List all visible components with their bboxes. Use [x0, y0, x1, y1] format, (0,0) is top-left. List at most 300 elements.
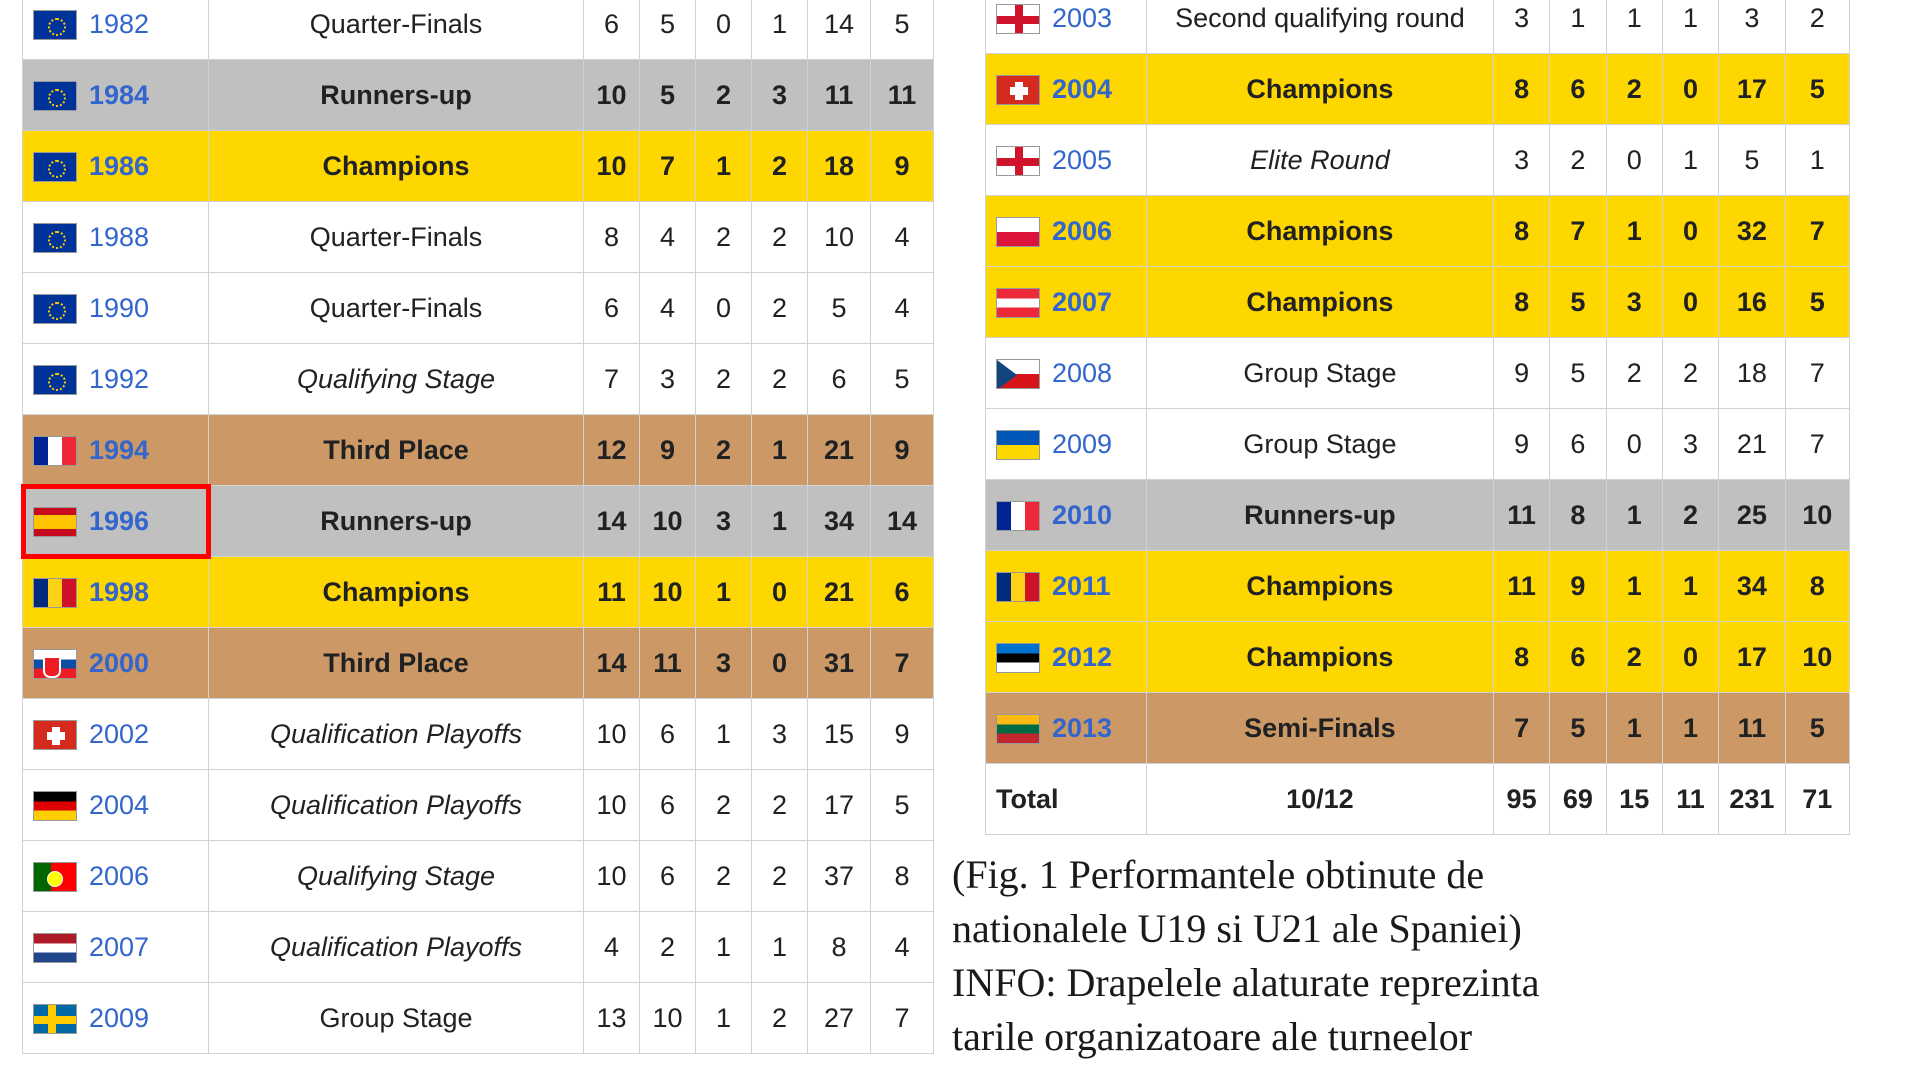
- u21-performance-table: [985, 0, 1850, 835]
- table-row: [986, 551, 1850, 622]
- year-cell: [23, 557, 209, 628]
- stat-cell-gf: 17: [1719, 54, 1785, 125]
- stat-cell-l: 3: [752, 60, 808, 131]
- year-link[interactable]: 2000: [89, 648, 150, 679]
- year-cell: [986, 125, 1147, 196]
- stat-cell-d: 2: [696, 770, 752, 841]
- stat-cell-l: 0: [1662, 622, 1718, 693]
- stat-cell-w: 6: [1550, 54, 1606, 125]
- result-cell: [209, 983, 584, 1054]
- stat-cell-pld: 11: [1493, 480, 1549, 551]
- stat-cell-d: 2: [696, 415, 752, 486]
- caption-line-1: (Fig. 1 Performantele obtinute de: [952, 852, 1485, 897]
- stat-cell-ga: 8: [871, 841, 934, 912]
- year-cell: [986, 693, 1147, 764]
- stat-cell-l: 1: [1662, 693, 1718, 764]
- caption-line-3: INFO: Drapelele alaturate reprezinta: [952, 960, 1540, 1005]
- stat-cell-gf: 21: [808, 415, 871, 486]
- stat-cell-l: 2: [752, 983, 808, 1054]
- result-cell: [209, 415, 584, 486]
- year-cell: [23, 344, 209, 415]
- stat-cell-d: 1: [696, 131, 752, 202]
- stat-cell-pld: 14: [584, 628, 640, 699]
- table-row: [23, 131, 934, 202]
- stat-cell-ga: 10: [1785, 480, 1849, 551]
- result-cell: [209, 557, 584, 628]
- stat-cell-w: 2: [1550, 125, 1606, 196]
- result-label: Champions: [1246, 570, 1394, 601]
- stat-cell-d: 0: [696, 0, 752, 60]
- stat-cell-pld: 8: [1493, 196, 1549, 267]
- year-cell: [986, 551, 1147, 622]
- result-cell: [1146, 480, 1493, 551]
- year-link[interactable]: 2004: [89, 790, 150, 821]
- stat-cell-ga: 9: [871, 415, 934, 486]
- stat-cell-l: 1: [1662, 0, 1718, 54]
- stat-cell-w: 10: [640, 557, 696, 628]
- stat-cell-ga: 7: [1785, 338, 1849, 409]
- host-country-flag-icon: [996, 643, 1040, 673]
- stat-cell-d: 2: [696, 344, 752, 415]
- year-link[interactable]: 1986: [89, 151, 150, 182]
- stat-cell-d: 1: [1606, 693, 1662, 764]
- result-cell: [1146, 338, 1493, 409]
- host-country-flag-icon: [996, 146, 1040, 176]
- stat-cell-ga: 11: [871, 60, 934, 131]
- stat-cell-gf: 5: [1719, 125, 1785, 196]
- stat-cell-pld: 8: [584, 202, 640, 273]
- stat-cell-ga: 4: [871, 273, 934, 344]
- stat-cell-l: 2: [752, 344, 808, 415]
- stat-cell-gf: 18: [1719, 338, 1785, 409]
- stat-cell-l: 3: [752, 699, 808, 770]
- year-cell: [986, 338, 1147, 409]
- host-country-flag-icon: [33, 1004, 77, 1034]
- year-cell: [23, 770, 209, 841]
- table-row: [23, 628, 934, 699]
- result-cell: [1146, 622, 1493, 693]
- stat-cell-d: 0: [696, 273, 752, 344]
- stat-cell-d: 2: [696, 841, 752, 912]
- stat-cell-pld: 3: [1493, 125, 1549, 196]
- stat-cell-l: 2: [1662, 480, 1718, 551]
- stat-cell-l: 0: [752, 628, 808, 699]
- stat-cell-w: 5: [1550, 267, 1606, 338]
- host-country-flag-icon: [996, 430, 1040, 460]
- stat-cell-l: 0: [1662, 267, 1718, 338]
- stat-cell-ga: 6: [871, 557, 934, 628]
- result-label: Third Place: [323, 647, 469, 678]
- result-cell: [1146, 409, 1493, 480]
- stat-cell-gf: 8: [808, 912, 871, 983]
- result-label: Champions: [1246, 286, 1394, 317]
- stat-cell-w: 10: [640, 983, 696, 1054]
- stat-cell-pld: 8: [1493, 54, 1549, 125]
- stat-cell-gf: 32: [1719, 196, 1785, 267]
- year-cell: [986, 764, 1147, 835]
- host-country-flag-icon: [33, 862, 77, 892]
- stat-cell-pld: 8: [1493, 267, 1549, 338]
- stat-cell-w: 6: [1550, 409, 1606, 480]
- stat-cell-gf: 37: [808, 841, 871, 912]
- stat-cell-pld: 8: [1493, 622, 1549, 693]
- total-label: Total: [996, 783, 1059, 814]
- table-row: [986, 693, 1850, 764]
- year-link[interactable]: 2007: [1052, 287, 1113, 318]
- stat-cell-l: 1: [752, 415, 808, 486]
- stat-cell-l: 3: [1662, 409, 1718, 480]
- result-label: Qualification Playoffs: [269, 718, 523, 749]
- host-country-flag-icon: [996, 359, 1040, 389]
- stat-cell-pld: 11: [584, 557, 640, 628]
- stat-cell-w: 6: [640, 770, 696, 841]
- host-country-flag-icon: [996, 4, 1040, 34]
- stat-cell-l: 1: [752, 0, 808, 60]
- u21-table-body: [986, 0, 1850, 835]
- year-cell: [986, 54, 1147, 125]
- stat-cell-ga: 2: [1785, 0, 1849, 54]
- stat-cell-gf: 21: [1719, 409, 1785, 480]
- year-link[interactable]: 2005: [1052, 145, 1113, 176]
- stat-cell-d: 3: [696, 486, 752, 557]
- year-link[interactable]: 2009: [89, 1003, 150, 1034]
- stat-cell-gf: 5: [808, 273, 871, 344]
- year-cell: [23, 628, 209, 699]
- table-row: [986, 0, 1850, 54]
- stat-cell-ga: 7: [1785, 196, 1849, 267]
- stat-cell-pld: 10: [584, 770, 640, 841]
- stat-cell-d: 1: [696, 912, 752, 983]
- result-label: Champions: [322, 150, 470, 181]
- year-link[interactable]: 1988: [89, 222, 150, 253]
- year-cell: [986, 0, 1147, 54]
- stat-cell-w: 7: [640, 131, 696, 202]
- stat-cell-pld: 7: [1493, 693, 1549, 764]
- result-cell: [209, 486, 584, 557]
- result-cell: [209, 912, 584, 983]
- result-label: Runners-up: [320, 505, 472, 536]
- stat-cell-gf: 27: [808, 983, 871, 1054]
- table-row: [23, 841, 934, 912]
- stat-cell-w: 7: [1550, 196, 1606, 267]
- stat-cell-gf: 231: [1719, 764, 1785, 835]
- stat-cell-l: 1: [1662, 551, 1718, 622]
- host-country-flag-icon: [33, 223, 77, 253]
- stat-cell-pld: 9: [1493, 338, 1549, 409]
- year-link[interactable]: 2004: [1052, 74, 1113, 105]
- result-cell: [1146, 764, 1493, 835]
- year-cell: [23, 0, 209, 60]
- stat-cell-d: 1: [1606, 0, 1662, 54]
- stat-cell-ga: 10: [1785, 622, 1849, 693]
- stat-cell-ga: 7: [871, 628, 934, 699]
- year-cell: [23, 415, 209, 486]
- host-country-flag-icon: [33, 436, 77, 466]
- stat-cell-pld: 4: [584, 912, 640, 983]
- stat-cell-l: 1: [1662, 125, 1718, 196]
- result-cell: [209, 273, 584, 344]
- stat-cell-ga: 5: [1785, 693, 1849, 764]
- stat-cell-pld: 6: [584, 0, 640, 60]
- year-cell: [23, 60, 209, 131]
- table-row: [986, 267, 1850, 338]
- year-link[interactable]: 2006: [89, 861, 150, 892]
- year-link[interactable]: 2013: [1052, 713, 1113, 744]
- host-country-flag-icon: [33, 152, 77, 182]
- result-label: Semi-Finals: [1244, 712, 1396, 743]
- year-link[interactable]: 2011: [1052, 571, 1111, 602]
- result-label: Group Stage: [319, 1002, 473, 1033]
- result-cell: [1146, 54, 1493, 125]
- host-country-flag-icon: [33, 10, 77, 40]
- result-cell: [209, 699, 584, 770]
- stat-cell-w: 6: [1550, 622, 1606, 693]
- stat-cell-ga: 9: [871, 699, 934, 770]
- table-row: [23, 60, 934, 131]
- result-cell: [209, 202, 584, 273]
- host-country-flag-icon: [996, 501, 1040, 531]
- table-row: [23, 770, 934, 841]
- result-label: Group Stage: [1243, 428, 1397, 459]
- stat-cell-l: 2: [752, 202, 808, 273]
- host-country-flag-icon: [33, 933, 77, 963]
- stat-cell-d: 2: [1606, 622, 1662, 693]
- year-link[interactable]: 2010: [1052, 500, 1113, 531]
- stat-cell-d: 3: [696, 628, 752, 699]
- host-country-flag-icon: [996, 714, 1040, 744]
- stat-cell-ga: 5: [871, 770, 934, 841]
- stat-cell-gf: 6: [808, 344, 871, 415]
- u19-performance-table: [22, 0, 934, 1054]
- stat-cell-pld: 10: [584, 131, 640, 202]
- year-link[interactable]: 2008: [1052, 358, 1113, 389]
- stat-cell-l: 1: [752, 912, 808, 983]
- stat-cell-w: 10: [640, 486, 696, 557]
- stat-cell-l: 0: [752, 557, 808, 628]
- stat-cell-l: 0: [1662, 54, 1718, 125]
- stat-cell-ga: 5: [1785, 267, 1849, 338]
- year-cell: [23, 699, 209, 770]
- result-label: Runners-up: [320, 79, 472, 110]
- stat-cell-l: 1: [752, 486, 808, 557]
- result-cell: [1146, 125, 1493, 196]
- result-label: Group Stage: [1243, 357, 1397, 388]
- result-cell: [209, 131, 584, 202]
- stat-cell-d: 0: [1606, 125, 1662, 196]
- year-cell: [23, 983, 209, 1054]
- table-row: [986, 480, 1850, 551]
- stat-cell-gf: 11: [1719, 693, 1785, 764]
- stat-cell-l: 2: [752, 841, 808, 912]
- stat-cell-d: 2: [1606, 338, 1662, 409]
- stat-cell-pld: 14: [584, 486, 640, 557]
- table-row: [23, 699, 934, 770]
- year-cell: [986, 267, 1147, 338]
- table-row: [23, 273, 934, 344]
- year-link[interactable]: 2006: [1052, 216, 1113, 247]
- result-label: Champions: [1246, 73, 1394, 104]
- year-cell: [23, 486, 209, 557]
- result-label: 10/12: [1286, 783, 1354, 814]
- year-link[interactable]: 1990: [89, 293, 150, 324]
- stat-cell-ga: 9: [871, 131, 934, 202]
- host-country-flag-icon: [33, 649, 77, 679]
- stat-cell-w: 11: [640, 628, 696, 699]
- result-label: Quarter-Finals: [309, 221, 483, 252]
- caption-line-2: nationalele U19 si U21 ale Spaniei): [952, 906, 1522, 951]
- stat-cell-w: 6: [640, 841, 696, 912]
- stat-cell-gf: 18: [808, 131, 871, 202]
- stat-cell-w: 5: [640, 60, 696, 131]
- year-link[interactable]: 2002: [89, 719, 150, 750]
- year-link[interactable]: 1996: [89, 506, 150, 537]
- u19-table-body: [23, 0, 934, 1054]
- year-link[interactable]: 2009: [1052, 429, 1113, 460]
- host-country-flag-icon: [996, 572, 1040, 602]
- stat-cell-ga: 5: [871, 0, 934, 60]
- host-country-flag-icon: [996, 217, 1040, 247]
- year-cell: [986, 409, 1147, 480]
- stat-cell-ga: 4: [871, 202, 934, 273]
- stat-cell-l: 2: [752, 770, 808, 841]
- stat-cell-pld: 7: [584, 344, 640, 415]
- stat-cell-l: 0: [1662, 196, 1718, 267]
- table-row: [986, 764, 1850, 835]
- year-link[interactable]: 1998: [89, 577, 150, 608]
- table-row: [23, 486, 934, 557]
- host-country-flag-icon: [33, 294, 77, 324]
- stat-cell-d: 2: [1606, 54, 1662, 125]
- table-row: [986, 622, 1850, 693]
- result-label: Champions: [1246, 215, 1394, 246]
- table-row: [986, 338, 1850, 409]
- year-cell: [23, 273, 209, 344]
- stat-cell-gf: 15: [808, 699, 871, 770]
- table-row: [23, 557, 934, 628]
- table-row: [986, 125, 1850, 196]
- stat-cell-gf: 31: [808, 628, 871, 699]
- result-label: Qualification Playoffs: [269, 789, 523, 820]
- stat-cell-pld: 10: [584, 60, 640, 131]
- stat-cell-gf: 17: [808, 770, 871, 841]
- result-label: Quarter-Finals: [309, 8, 483, 39]
- stat-cell-l: 2: [752, 131, 808, 202]
- table-row: [986, 196, 1850, 267]
- year-link[interactable]: 2007: [89, 932, 150, 963]
- stat-cell-gf: 34: [1719, 551, 1785, 622]
- year-cell: [986, 196, 1147, 267]
- year-cell: [986, 480, 1147, 551]
- stat-cell-ga: 8: [1785, 551, 1849, 622]
- stat-cell-w: 9: [1550, 551, 1606, 622]
- year-link[interactable]: 1992: [89, 364, 150, 395]
- result-label: Qualification Playoffs: [269, 931, 523, 962]
- stat-cell-ga: 5: [1785, 54, 1849, 125]
- stat-cell-pld: 12: [584, 415, 640, 486]
- result-cell: [209, 0, 584, 60]
- stat-cell-d: 15: [1606, 764, 1662, 835]
- stat-cell-d: 1: [1606, 551, 1662, 622]
- year-cell: [986, 622, 1147, 693]
- result-cell: [209, 770, 584, 841]
- table-row: [986, 409, 1850, 480]
- stat-cell-pld: 6: [584, 273, 640, 344]
- stat-cell-w: 2: [640, 912, 696, 983]
- year-link[interactable]: 1994: [89, 435, 150, 466]
- result-cell: [1146, 693, 1493, 764]
- year-link[interactable]: 2012: [1052, 642, 1113, 673]
- stat-cell-pld: 3: [1493, 0, 1549, 54]
- year-link[interactable]: 2003: [1052, 3, 1113, 34]
- result-label: Qualifying Stage: [296, 860, 496, 891]
- stat-cell-l: 2: [1662, 338, 1718, 409]
- result-cell: [209, 60, 584, 131]
- host-country-flag-icon: [33, 791, 77, 821]
- stat-cell-gf: 21: [808, 557, 871, 628]
- figure-caption: [952, 848, 1882, 1064]
- result-cell: [1146, 196, 1493, 267]
- result-cell: [1146, 551, 1493, 622]
- stat-cell-w: 5: [1550, 693, 1606, 764]
- u21-performance-table-wrapper: [985, 0, 1850, 835]
- result-cell: [209, 628, 584, 699]
- stat-cell-gf: 11: [808, 60, 871, 131]
- stat-cell-d: 0: [1606, 409, 1662, 480]
- stat-cell-w: 3: [640, 344, 696, 415]
- stat-cell-w: 6: [640, 699, 696, 770]
- table-row: [23, 912, 934, 983]
- stat-cell-ga: 1: [1785, 125, 1849, 196]
- result-label: Runners-up: [1244, 499, 1396, 530]
- stat-cell-w: 9: [640, 415, 696, 486]
- stat-cell-w: 4: [640, 273, 696, 344]
- stat-cell-gf: 3: [1719, 0, 1785, 54]
- host-country-flag-icon: [33, 365, 77, 395]
- stat-cell-ga: 7: [1785, 409, 1849, 480]
- stat-cell-w: 69: [1550, 764, 1606, 835]
- stat-cell-gf: 16: [1719, 267, 1785, 338]
- year-link[interactable]: 1982: [89, 9, 150, 40]
- result-cell: [1146, 267, 1493, 338]
- host-country-flag-icon: [996, 288, 1040, 318]
- stat-cell-d: 1: [696, 699, 752, 770]
- stat-cell-pld: 10: [584, 841, 640, 912]
- result-cell: [1146, 0, 1493, 54]
- stat-cell-pld: 11: [1493, 551, 1549, 622]
- stat-cell-gf: 34: [808, 486, 871, 557]
- u19-performance-table-wrapper: [22, 0, 918, 1054]
- stat-cell-gf: 17: [1719, 622, 1785, 693]
- host-country-flag-icon: [996, 75, 1040, 105]
- stat-cell-w: 8: [1550, 480, 1606, 551]
- stat-cell-pld: 10: [584, 699, 640, 770]
- stat-cell-l: 11: [1662, 764, 1718, 835]
- year-link[interactable]: 1984: [89, 80, 150, 111]
- result-label: Qualifying Stage: [296, 363, 496, 394]
- stat-cell-w: 1: [1550, 0, 1606, 54]
- result-cell: [209, 841, 584, 912]
- result-label: Quarter-Finals: [309, 292, 483, 323]
- result-label: Champions: [1246, 641, 1394, 672]
- stat-cell-d: 3: [1606, 267, 1662, 338]
- stat-cell-d: 1: [1606, 480, 1662, 551]
- stat-cell-pld: 95: [1493, 764, 1549, 835]
- host-country-flag-icon: [33, 720, 77, 750]
- stat-cell-pld: 13: [584, 983, 640, 1054]
- stat-cell-w: 4: [640, 202, 696, 273]
- year-cell: [23, 131, 209, 202]
- year-cell: [23, 202, 209, 273]
